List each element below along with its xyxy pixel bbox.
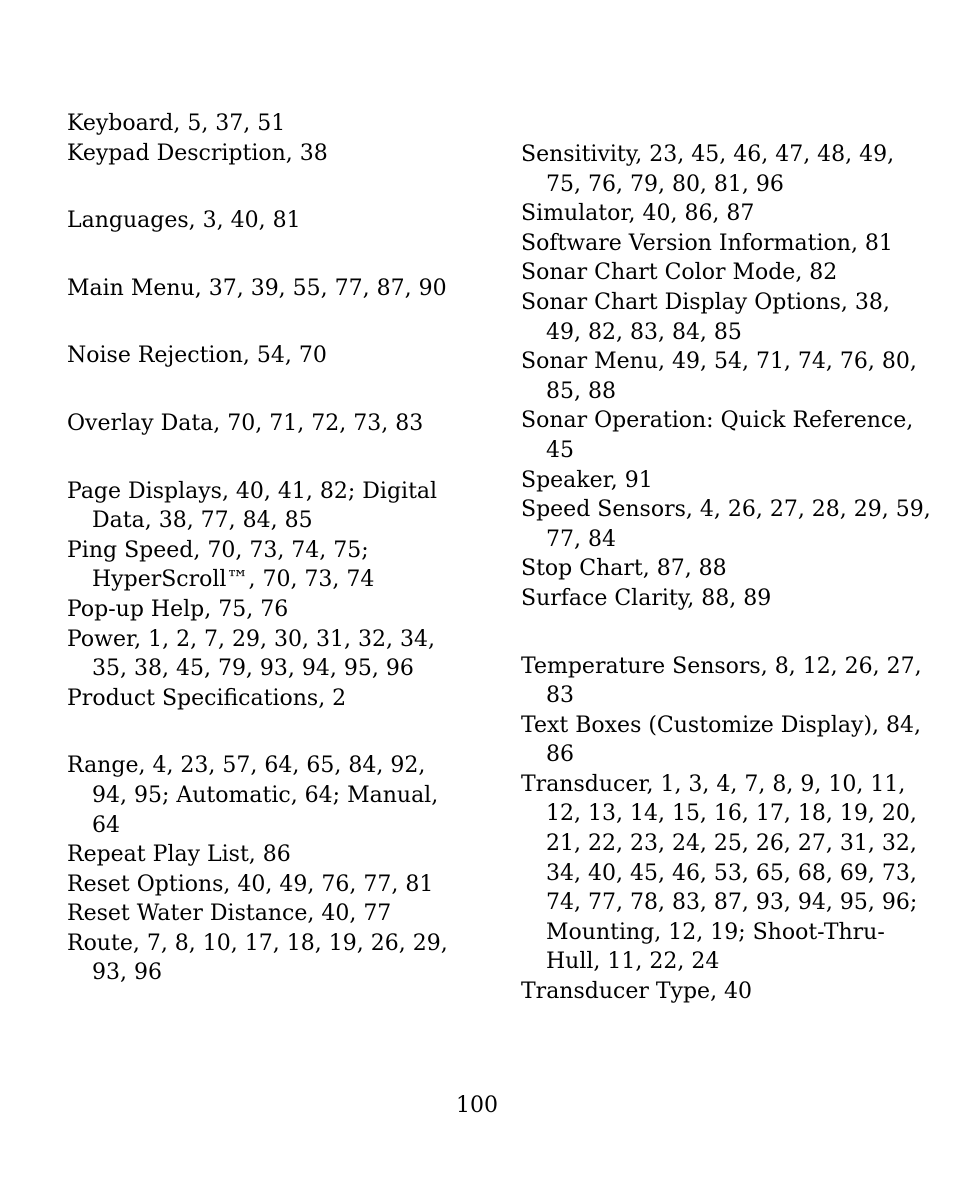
index-entry: Sonar Chart Color Mode, 82 [521, 260, 838, 286]
index-entry: Noise Rejection, 54, 70 [67, 343, 327, 369]
index-entry: Sonar Operation: Quick Reference, 45 [521, 408, 914, 463]
page-number: 100 [456, 1093, 498, 1118]
index-entry: Temperature Sensors, 8, 12, 26, 27, 83 [521, 653, 922, 709]
index-entry: Stop Chart, 87, 88 [521, 556, 727, 582]
index-entry: Keypad Description, 38 [67, 140, 328, 166]
index-entry: Transducer, 1, 3, 4, 7, 8, 9, 10, 11, 12, 13, 14, 15, 16, 17, 18, 19, 20, 21, 22, 23, 24, 25, 26, 27, 31, 32, 34, 40, 45, 46, 53, 65, 68, 69, 73, 74, 77, 78, 83, 87, 93, 94, 95, 96; Mounting, 12, 19; Shoot-Thru-Hull, 11, 22, 24 [521, 771, 918, 975]
index-entry: Text Boxes (Customize Display), 84, 86 [521, 712, 921, 768]
index-entry: Overlay Data, 70, 71, 72, 73, 83 [67, 410, 424, 436]
index-entry: Reset Water Distance, 40, 77 [67, 901, 392, 927]
index-entry: Range, 4, 23, 57, 64, 65, 84, 92, 94, 95; Automatic, 64; Manual, 64 [67, 753, 439, 838]
index-entry: Main Menu, 37, 39, 55, 77, 87, 90 [67, 275, 447, 301]
index-entry: Transducer Type, 40 [521, 979, 753, 1005]
index-entry: Keyboard, 5, 37, 51 [67, 111, 286, 136]
index-entry: Speed Sensors, 4, 26, 27, 28, 29, 59, 77, 84 [521, 497, 931, 552]
index-entry: Power, 1, 2, 7, 29, 30, 31, 32, 34, 35, 38, 45, 79, 93, 94, 95, 96 [67, 626, 435, 682]
index-entry: Sensitivity, 23, 45, 46, 47, 48, 49, 75, 76, 79, 80, 81, 96 [521, 142, 895, 197]
index-entry: Software Version Information, 81 [521, 230, 893, 256]
index-entry: Route, 7, 8, 10, 17, 18, 19, 26, 29, 93, 96 [67, 930, 448, 986]
index-entry: Simulator, 40, 86, 87 [521, 201, 755, 227]
index-entry: Languages, 3, 40, 81 [67, 208, 301, 234]
index-column-right [521, 140, 931, 1007]
index-entry: Reset Options, 40, 49, 76, 77, 81 [67, 871, 434, 897]
index-entry: Pop-up Help, 75, 76 [67, 596, 289, 622]
index-entry: Page Displays, 40, 41, 82; Digital Data, 38, 77, 84, 85 [67, 478, 438, 534]
index-entry: Sonar Chart Display Options, 38, 49, 82, 83, 84, 85 [521, 289, 890, 345]
index-entry: Speaker, 91 [521, 467, 653, 493]
index-column-left [67, 109, 462, 988]
index-entry: Sonar Menu, 49, 54, 71, 74, 76, 80, 85, 88 [521, 349, 917, 404]
index-entry: Repeat Play List, 86 [67, 842, 291, 868]
index-entry: Product Specifications, 2 [67, 685, 347, 711]
index-entry: Surface Clarity, 88, 89 [521, 585, 772, 611]
index-entry: Ping Speed, 70, 73, 74, 75; HyperScroll™, 70, 73, 74 [67, 537, 375, 593]
